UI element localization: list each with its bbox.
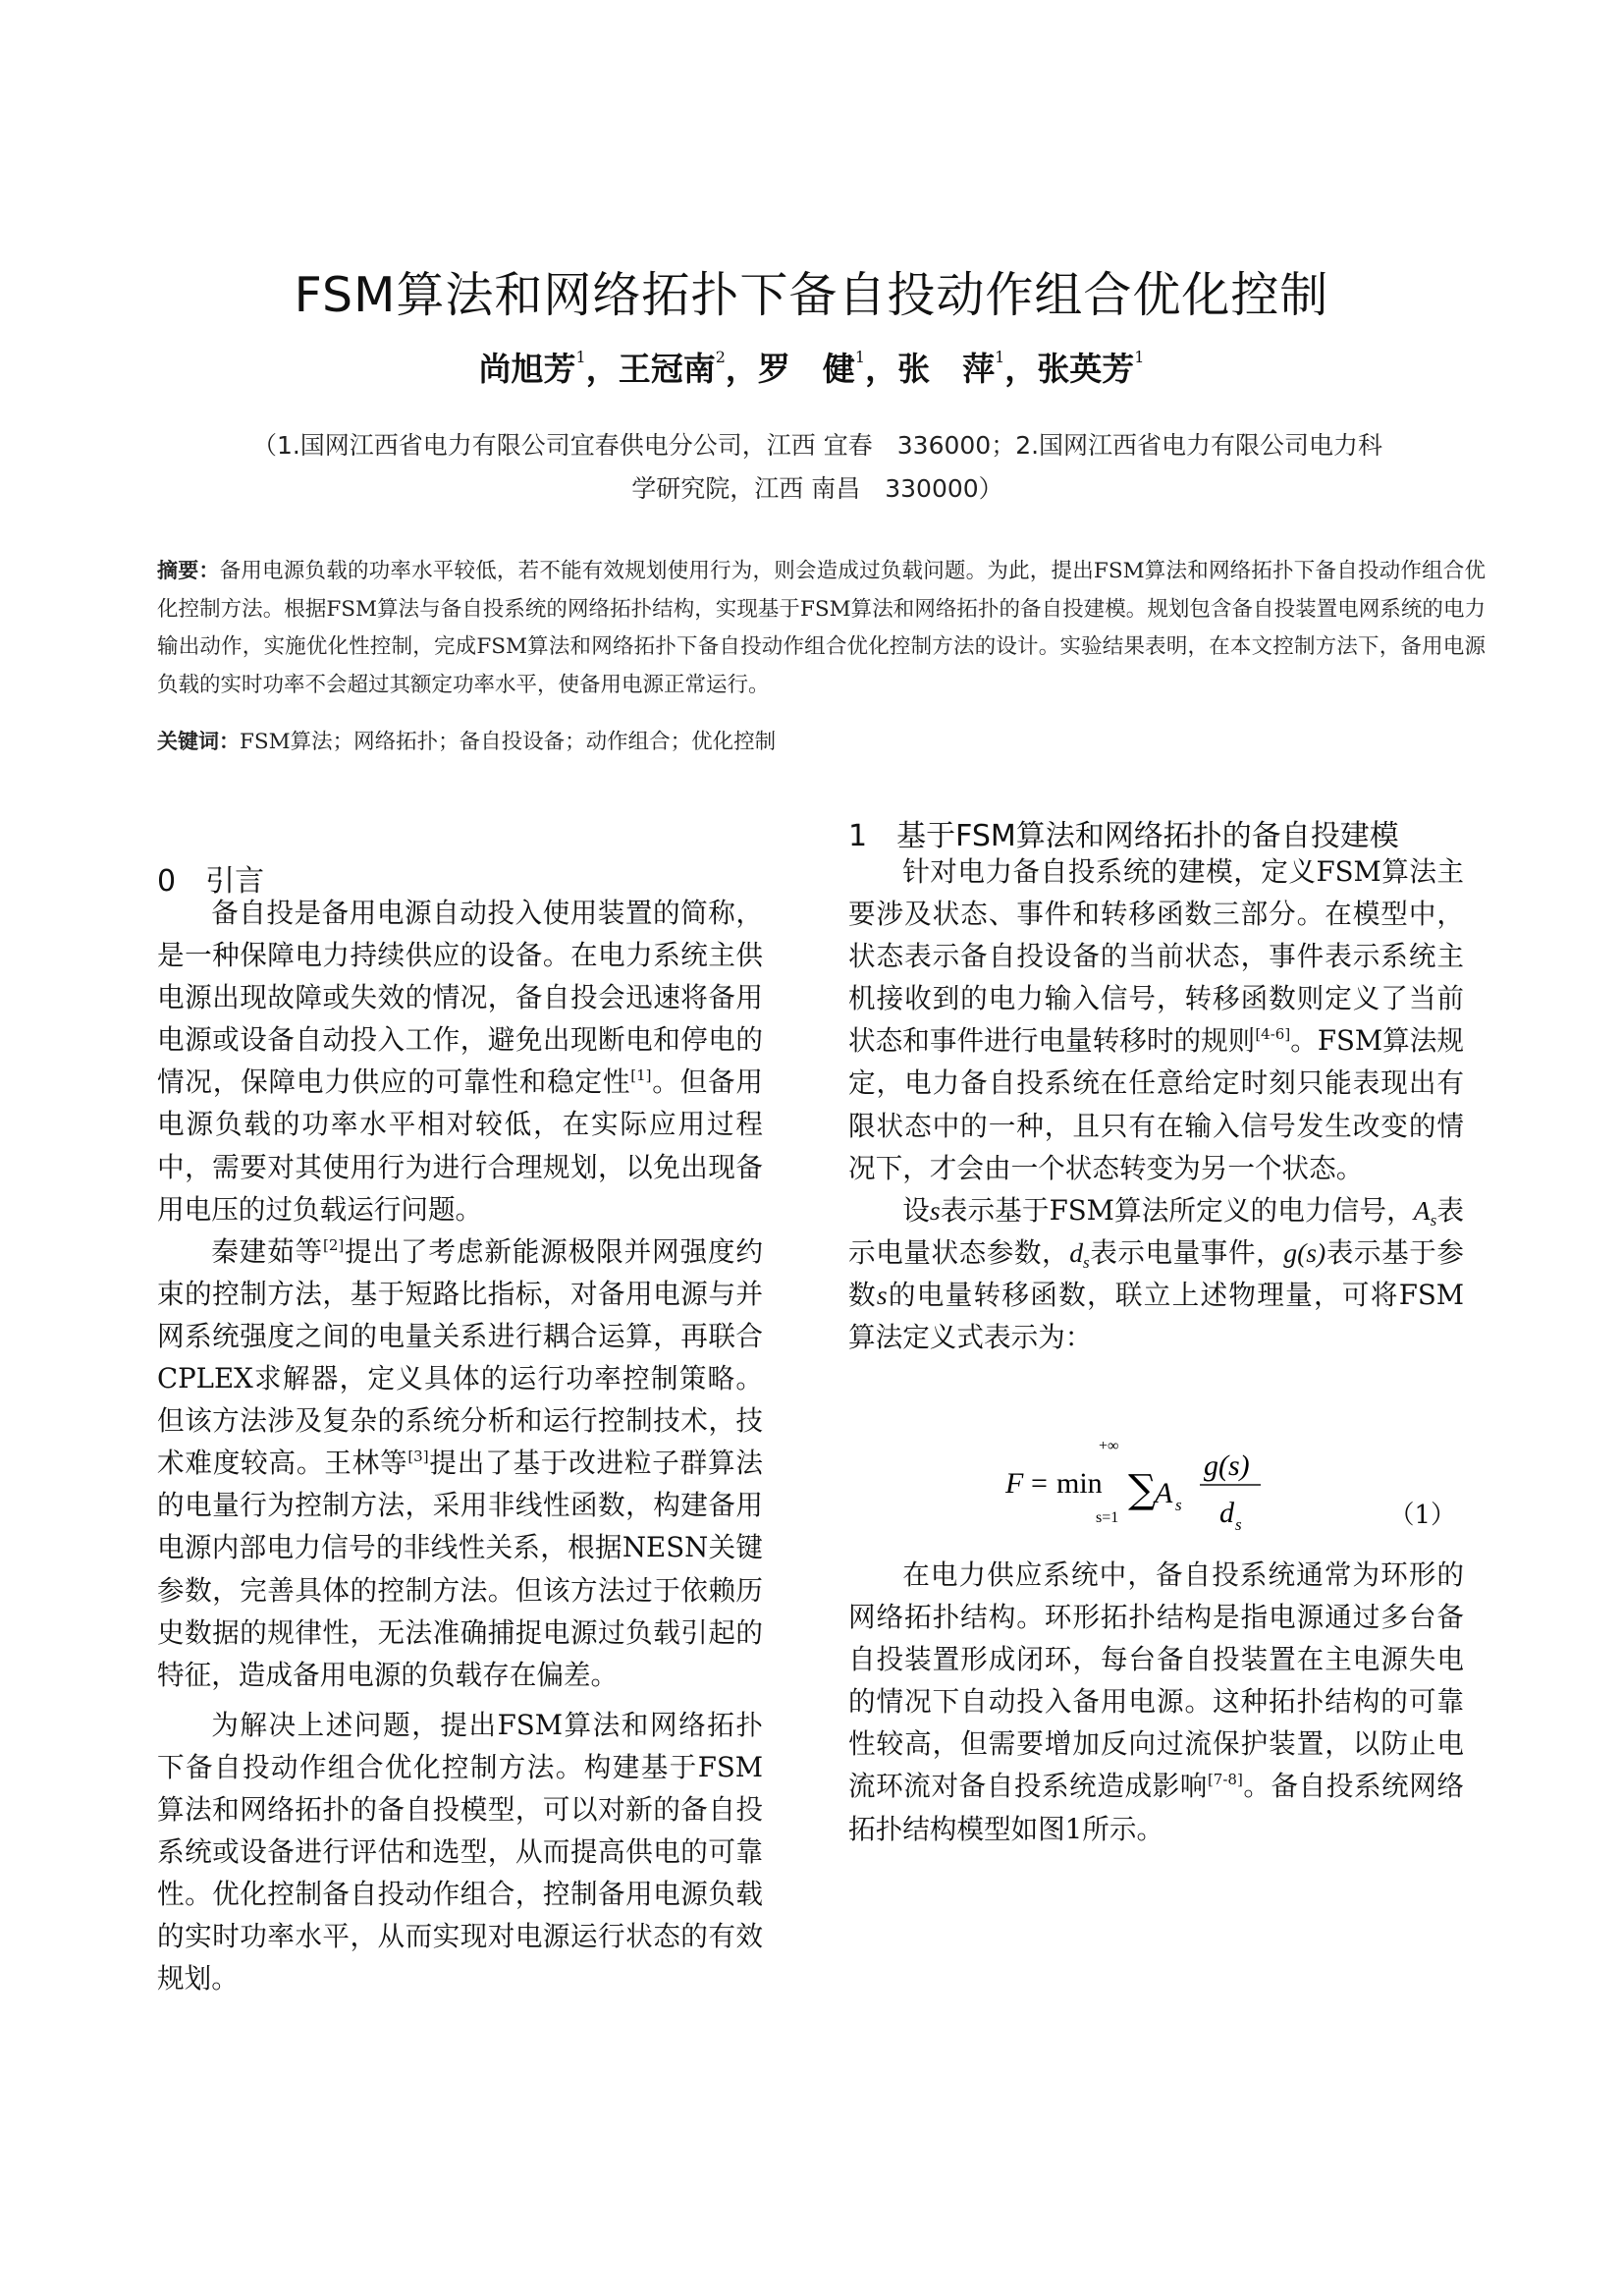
author-2: 王冠南$^2$ xyxy=(618,348,726,388)
equation-graphic xyxy=(848,1426,1464,1544)
author-list: 尚旭芳$^1$，王冠南$^2$，罗 健$^1$，张 萍$^1$，张英芳$^1$ xyxy=(478,348,1145,388)
eq-min: min xyxy=(1056,1467,1103,1500)
abstract-text: 备用电源负载的功率水平较低，若不能有效规划使用行为，则会造成过负载问题。为此，提出FSM算法和网络拓扑下备自投动作组合优化控制方法。根据FSM算法与备自投系统的网络拓扑结构，实现基于FSM算法和网络拓扑的备自投建模。规划包含备自投装置电网系统的电力输出动作，实施优化性控制，完成FSM算法和网络拓扑下备自投动作组合优化控制方法的设计。实验结果表明，在本文控制方法下，备用电源负载的实时功率不会超过其额定功率水平，使备用电源正常运行。 xyxy=(157,559,1487,697)
keywords xyxy=(157,723,1486,761)
equation-number: （1） xyxy=(1388,1501,1456,1530)
citation: [3] xyxy=(407,1448,429,1466)
author-1: 尚旭芳$^1$ xyxy=(478,348,586,388)
eq-numerator: g(s) xyxy=(1204,1449,1250,1482)
section-0-heading: 0 引言 xyxy=(157,864,265,899)
eq-sum-sign: ∑ xyxy=(1128,1467,1157,1512)
eq-equals: = xyxy=(1031,1467,1048,1500)
affiliation-line-2: 学研究院，江西 南昌 330000） xyxy=(631,474,1003,503)
citation: [7-8] xyxy=(1207,1771,1243,1789)
section-1-heading: 1 基于FSM算法和网络拓扑的备自投建模 xyxy=(848,819,1399,853)
author-3: 罗 健$^1$ xyxy=(757,348,866,388)
symbol-g-s: g(s) xyxy=(1283,1236,1326,1268)
keywords-text: FSM算法；网络拓扑；备自投设备；动作组合；优化控制 xyxy=(240,730,777,754)
intro-paragraph-3: 为解决上述问题，提出FSM算法和网络拓扑下备自投动作组合优化控制方法。构建基于FSM算法和网络拓扑的备自投模型，可以对新的备自投系统或设备进行评估和选型，从而提高供电的可靠性。优化控制备自投动作组合，控制备用电源负载的实时功率水平，从而实现对电源运行状态的有效规划。 xyxy=(157,1708,763,1995)
equation-1 xyxy=(848,1426,1464,1544)
left-column xyxy=(157,892,763,1999)
symbol-s: s xyxy=(929,1194,941,1226)
paper-title: FSM算法和网络拓扑下备自投动作组合优化控制 xyxy=(294,267,1329,323)
symbol-d-s: $d_s$ xyxy=(1069,1236,1090,1272)
right-column-upper xyxy=(848,850,1464,1358)
eq-A-sub: s xyxy=(1175,1496,1182,1514)
citation: [2] xyxy=(322,1235,345,1254)
symbol-A-s: $A_s$ xyxy=(1413,1194,1437,1230)
eq-A: A xyxy=(1155,1477,1173,1509)
abstract xyxy=(157,552,1486,704)
intro-paragraph-2: 秦建茹等[2]提出了考虑新能源极限并网强度约束的控制方法，基于短路比指标，对备用电源与并网系统强度之间的电量关系进行耦合运算，再联合CPLEX求解器，定义具体的运行功率控制策略。但该方法涉及复杂的系统分析和运行控制技术，技术难度较高。王林等[3]提出了基于改进粒子群算法的电量行为控制方法，采用非线性函数，构建备用电源内部电力信号的非线性关系，根据NESN关键参数，完善具体的控制方法。但该方法过于依赖历史数据的规律性，无法准确捕捉电源过负载引起的特征，造成备用电源的负载存在偏差。 xyxy=(157,1234,763,1691)
section1-paragraph-1: 针对电力备自投系统的建模，定义FSM算法主要涉及状态、事件和转移函数三部分。在模型中，状态表示备自投设备的当前状态，事件表示系统主机接收到的电力输入信号，转移函数则定义了当前状态和事件进行电量转移时的规则[4-6]。FSM算法规定，电力备自投系统在任意给定时刻只能表现出有限状态中的一种，且只有在输入信号发生改变的情况下，才会由一个状态转变为另一个状态。 xyxy=(848,855,1464,1184)
eq-denominator: d xyxy=(1219,1497,1234,1529)
abstract-label: 摘要： xyxy=(157,559,220,582)
citation: [4-6] xyxy=(1255,1025,1291,1044)
eq-lhs: F xyxy=(1005,1467,1024,1500)
section1-paragraph-2: 设s表示基于FSM算法所定义的电力信号，$A_s$表示电量状态参数，$d_s$表示电量事件，g(s)表示基于参数s的电量转移函数，联立上述物理量，可将FSM算法定义式表示为： xyxy=(848,1193,1464,1354)
section1-paragraph-3: 在电力供应系统中，备自投系统通常为环形的网络拓扑结构。环形拓扑结构是指电源通过多台备自投装置形成闭环，每台备自投装置在主电源失电的情况下自动投入备用电源。这种拓扑结构的可靠性较高，但需要增加反向过流保护装置，以防止电流环流对备自投系统造成影响[7-8]。备自投系统网络拓扑结构模型如图1所示。 xyxy=(848,1558,1464,1845)
citation: [1] xyxy=(630,1066,652,1085)
author-4: 张 萍$^1$ xyxy=(897,348,1005,388)
symbol-s: s xyxy=(876,1279,888,1310)
affiliation-line-1: （1.国网江西省电力有限公司宜春供电分公司，江西 宜春 336000；2.国网江西省电力有限公司电力科 xyxy=(251,431,1383,460)
eq-den-sub: s xyxy=(1235,1515,1242,1534)
right-column-lower xyxy=(848,1554,1464,1850)
keywords-label: 关键词： xyxy=(157,730,240,753)
author-5: 张英芳$^1$ xyxy=(1037,348,1145,388)
intro-paragraph-1: 备自投是备用电源自动投入使用装置的简称，是一种保障电力持续供应的设备。在电力系统主供电源出现故障或失效的情况，备自投会迅速将备用电源或设备自动投入工作，避免出现断电和停电的情况，保障电力供应的可靠性和稳定性[1]。但备用电源负载的功率水平相对较低，在实际应用过程中，需要对其使用行为进行合理规划，以免出现备用电压的过负载运行问题。 xyxy=(157,897,763,1226)
eq-sum-upper: +∞ xyxy=(1099,1438,1119,1454)
eq-sum-lower: s=1 xyxy=(1096,1509,1119,1526)
affiliations xyxy=(157,424,1478,511)
